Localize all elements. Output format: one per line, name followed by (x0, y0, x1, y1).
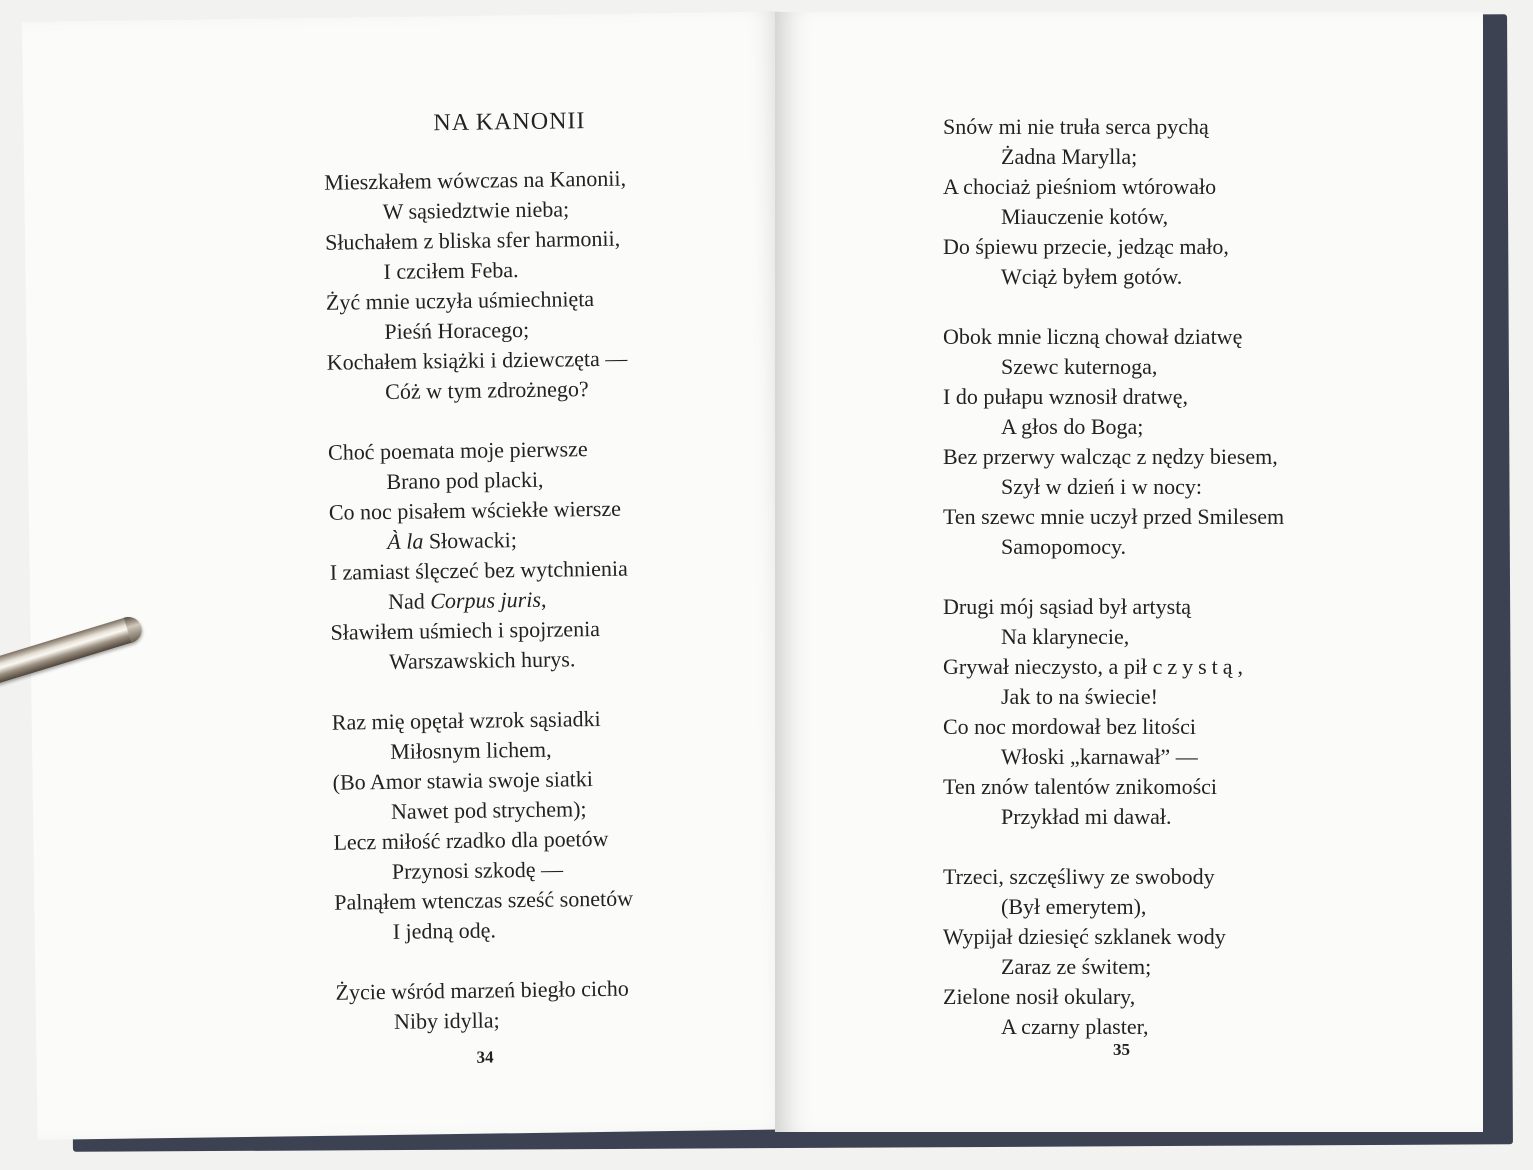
verse-word: Słowacki; (428, 527, 518, 554)
verse-phrase: Grywał nieczysto, a pił (943, 654, 1148, 679)
verse-line: I zamiast ślęczeć bez wytchnienia (329, 555, 628, 585)
verse-line: A czarny plaster, (1001, 1014, 1149, 1039)
right-page (775, 12, 1483, 1132)
verse-line: Przykład mi dawał. (1001, 804, 1172, 829)
verse-line: I do pułapu wznosił dratwę, (943, 384, 1188, 409)
stanza-7 (943, 592, 1284, 832)
stanza-1 (324, 164, 629, 408)
verse-line: Sławiłem uśmiech i spojrzenia (330, 615, 601, 645)
verse-line: Mieszkałem wówczas na Kanonii, (324, 165, 627, 195)
verse-line: A chociaż pieśniom wtórowało (943, 174, 1217, 199)
verse-line: Na klarynecie, (1001, 624, 1130, 649)
right-page-text (943, 112, 1284, 1072)
verse-line: Miauczenie kotów, (1001, 204, 1169, 229)
left-page-text (324, 164, 638, 1068)
page-number: 34 (476, 1047, 494, 1067)
verse-line: Trzeci, szczęśliwy ze swobody (943, 864, 1215, 889)
verse-line: Pieśń Horacego; (384, 316, 530, 344)
verse-line (943, 652, 1284, 682)
verse-line: Lecz miłość rzadko dla poetów (333, 825, 609, 855)
spaced-word: czystą, (1152, 654, 1249, 679)
verse-line: Życie wśród marzeń biegło cicho (335, 975, 629, 1005)
verse-punct: , (540, 586, 547, 612)
verse-line: Obok mnie liczną chował dziatwę (943, 324, 1243, 349)
page-number: 35 (1113, 1040, 1130, 1059)
verse-line: Żyć mnie uczyła uśmiechnięta (325, 286, 595, 315)
verse-line: Cóż w tym zdrożnego? (385, 376, 589, 404)
stanza-8 (943, 862, 1284, 1042)
verse-line: Co noc pisałem wściekłe wiersze (328, 495, 622, 525)
verse-line: Jak to na świecie! (1001, 684, 1158, 709)
verse-line: W sąsiedztwie nieba; (382, 196, 570, 224)
verse-line: (Był emerytem), (1001, 894, 1147, 919)
verse-line: Brano pod placki, (386, 466, 544, 494)
stanza-3 (332, 704, 637, 948)
verse-line: Słuchałem z bliska sfer harmonii, (324, 225, 621, 255)
poem-title: NA KANONII (433, 108, 586, 137)
verse-line: Warszawskich hurys. (388, 646, 576, 674)
italic-phrase: Corpus juris (430, 586, 542, 614)
verse-line: I jedną odę. (392, 917, 497, 944)
left-page (22, 11, 796, 1139)
verse-line: Szył w dzień i w nocy: (1001, 474, 1203, 499)
verse-line: Włoski „karnawał” — (1001, 744, 1198, 769)
verse-word: Nad (387, 588, 425, 614)
verse-line: Co noc mordował bez litości (943, 714, 1196, 739)
verse-line: Raz mię opętał wzrok sąsiadki (331, 705, 601, 735)
verse-line: I czciłem Feba. (383, 257, 519, 284)
verse-line: Żadna Marylla; (1001, 144, 1138, 169)
verse-line: Niby idylla; (393, 1007, 500, 1034)
verse-line: Wciąż byłem gotów. (1001, 264, 1183, 289)
verse-line: Nawet pod strychem); (390, 796, 587, 824)
verse-line: Miłosnym lichem, (390, 736, 552, 764)
verse-line: Samopomocy. (1001, 534, 1127, 559)
verse-line: Drugi mój sąsiad był artystą (943, 594, 1192, 619)
verse-line: Kochałem książki i dziewczęta — (326, 345, 628, 375)
verse-line: Do śpiewu przecie, jedząc mało, (943, 234, 1229, 259)
verse-line: Przynosi szkodę — (391, 856, 564, 884)
verse-line: Zaraz ze świtem; (1001, 954, 1152, 979)
verse-line: Szewc kuternoga, (1001, 354, 1158, 379)
verse-line: Wypijał dziesięć szklanek wody (943, 924, 1226, 949)
verse-line: Zielone nosił okulary, (943, 984, 1136, 1009)
italic-phrase: À la (387, 528, 424, 554)
verse-line: (Bo Amor stawia swoje siatki (332, 766, 594, 795)
verse-line (330, 584, 632, 618)
verse-line: Ten szewc mnie uczył przed Smilesem (943, 504, 1285, 529)
verse-line: Choć poemata moje pierwsze (327, 436, 588, 465)
stanza-6 (943, 322, 1284, 562)
verse-line: A głos do Boga; (1001, 414, 1144, 439)
stanza-5 (943, 112, 1284, 292)
stanza-4 (335, 974, 638, 1038)
verse-line (329, 524, 631, 558)
stanza-2 (328, 434, 633, 678)
verse-line: Ten znów talentów znikomości (943, 774, 1218, 799)
verse-line: Snów mi nie truła serca pychą (943, 114, 1209, 139)
verse-line: Palnąłem wtenczas sześć sonetów (334, 885, 634, 915)
verse-line: Bez przerwy walcząc z nędzy biesem, (943, 444, 1278, 469)
